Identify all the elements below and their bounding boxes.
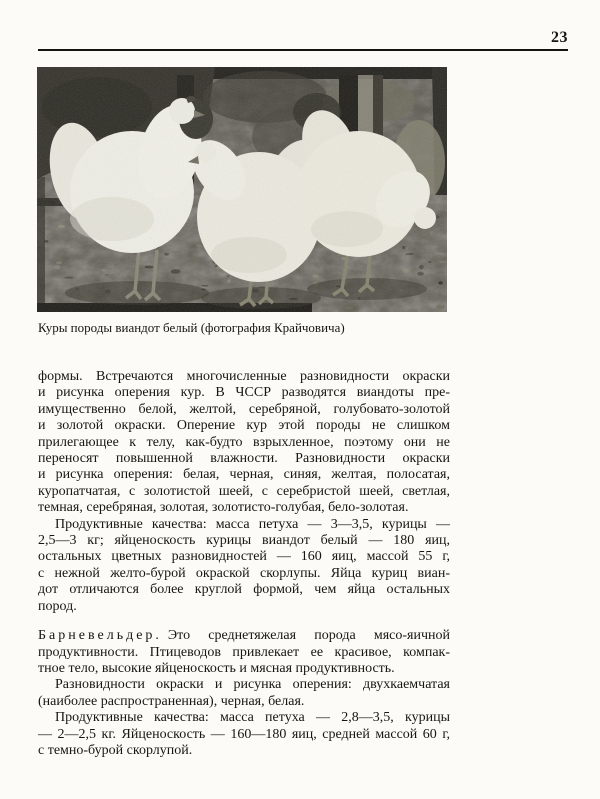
- text-line: Барневельдер. Это среднетяжелая порода мясо-яичной: [38, 628, 450, 644]
- text-line: и рисунка оперения кур. В ЧССР разводятся виандоты пре-: [38, 385, 450, 401]
- paragraph: [38, 677, 450, 710]
- text-line: пород.: [38, 598, 77, 614]
- text-line: и золотой окраски. Оперение кур этой породы не слишком: [38, 418, 450, 434]
- text-line: переносят повышенной влажности. Разновидности окраски: [38, 451, 450, 467]
- text-line: Разновидности окраски и рисунка оперения: двухкаемчатая: [55, 677, 450, 693]
- text-line: имущественно белой, желтой, серебряной, голубовато-золотой: [38, 401, 450, 417]
- text-line: формы. Встречаются многочисленные разновидности окраски: [38, 369, 450, 384]
- paragraph: [38, 710, 450, 759]
- paragraph: [38, 369, 450, 517]
- text-line: прилегающее к телу, как-будто взрыхленное, поэтому они не: [38, 434, 450, 450]
- text-line: (наиболее распространенная), черная, белая.: [38, 693, 305, 709]
- text-line: с темно-бурой скорлупой.: [38, 742, 193, 758]
- text-line: Продуктивные качества: масса петуха — 2,8—3,5, курицы: [55, 710, 450, 726]
- section-title: Барневельдер.: [38, 628, 162, 644]
- paragraph: [38, 628, 450, 677]
- paragraph: [38, 517, 450, 615]
- photo-caption: Куры породы виандот белый (фотография Крайчовича): [38, 320, 345, 335]
- text-line: куропатчатая, с золотистой шеей, с серебристой шеей, светлая,: [38, 483, 450, 499]
- text-line: продуктивности. Птицеводов привлекает ее красивое, компак-: [38, 644, 450, 660]
- chickens-photo: [37, 67, 447, 312]
- text-line: темная, серебряная, золотая, золотисто-голубая, бело-золотая.: [38, 500, 409, 516]
- chickens-photo-art: [37, 67, 447, 312]
- text-line: — 2—2,5 кг. Яйценоскость — 160—180 яиц, средней массой 60 г,: [38, 726, 450, 742]
- page-number: 23: [551, 29, 568, 46]
- text-line: с нежной желто-бурой окраской скорлупы. Яйца куриц виан-: [38, 565, 450, 581]
- body-text: [38, 369, 450, 759]
- text-line: и рисунка оперения: белая, черная, синяя, желтая, полосатая,: [38, 467, 450, 483]
- header-rule: [38, 49, 568, 51]
- text-line: 2,5—3 кг; яйценоскость курицы виандот белый — 180 яиц,: [38, 533, 450, 549]
- text-line: Продуктивные качества: масса петуха — 3—3,5, курицы —: [55, 516, 450, 532]
- text-line: остальных цветных разновидностей — 160 яиц, массой 55 г,: [38, 549, 450, 565]
- text-line: дот отличаются более круглой формой, чем яйца остальных: [38, 582, 450, 598]
- text-line: тное тело, высокие яйценоскость и мясная продуктивность.: [38, 660, 395, 676]
